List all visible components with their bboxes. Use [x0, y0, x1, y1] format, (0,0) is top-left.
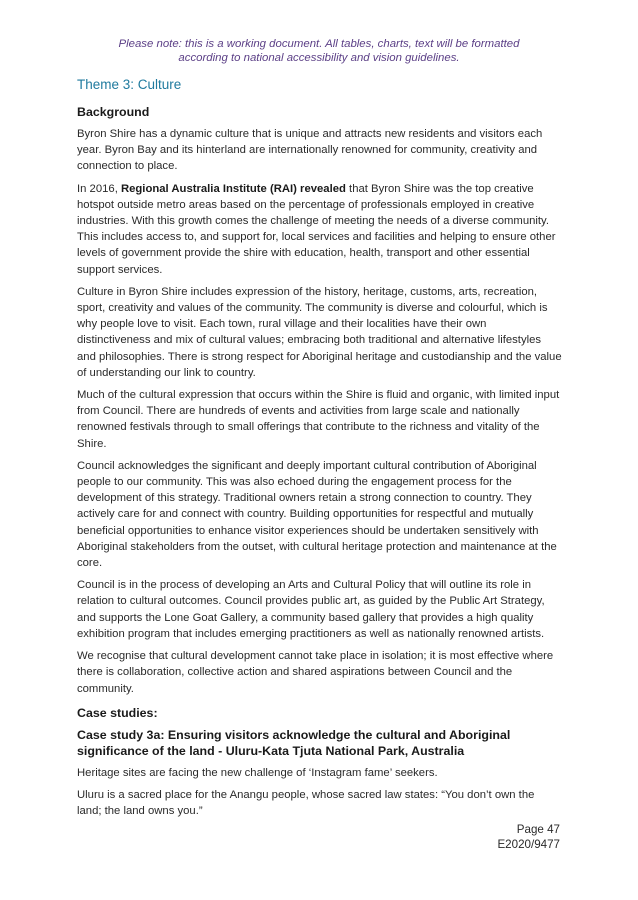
paragraph-2-pre: In 2016,	[77, 182, 121, 195]
main-content	[77, 104, 562, 825]
page-number: Page 47	[516, 823, 560, 836]
document-reference: E2020/9477	[497, 838, 560, 851]
theme-title: Theme 3: Culture	[77, 77, 182, 92]
paragraph-2	[77, 181, 562, 278]
case-study-3a-title: Case study 3a: Ensuring visitors acknowledge the cultural and Aboriginal significance of the land - Uluru-Kata Tjuta National Park, Australia	[77, 727, 511, 758]
paragraph-3: Culture in Byron Shire includes expression of the history, heritage, customs, arts, recreation, sport, creativity and values of the community. The community is diverse and colourful, which is why people love to visit. Each town, rural village and their localities have their own distinctiveness and mix of cultural values; embracing both traditional and alternative lifestyles and philosophies. There is strong respect for Aboriginal heritage and custodianship and the value of understanding our link to country.	[77, 285, 562, 379]
case-studies-heading: Case studies:	[77, 705, 158, 720]
paragraph-7: We recognise that cultural development cannot take place in isolation; it is most effective where there is collaboration, collective action and shared aspirations between Council and the community.	[77, 650, 554, 695]
page-footer	[497, 822, 560, 852]
working-document-notice	[60, 37, 578, 65]
case-paragraph-1: Heritage sites are facing the new challenge of ‘Instagram fame’ seekers.	[77, 766, 438, 779]
background-heading: Background	[77, 105, 150, 119]
paragraph-1: Byron Shire has a dynamic culture that is unique and attracts new residents and visitors each year. Byron Bay and its hinterland are internationally renowned for community, creativity and connection to place.	[77, 128, 543, 173]
paragraph-2-post: that Byron Shire was the top creative hotspot outside metro areas based on the percentage of professionals employed in creative industries. With this growth comes the challenge of meeting the needs of a diverse community. This includes access to, and support for, local services and facilities and helping to ensure other levels of government provide the shire with education, health, transport and other essential support services.	[77, 182, 556, 276]
paragraph-4: Much of the cultural expression that occurs within the Shire is fluid and organic, with limited input from Council. There are hundreds of events and activities from large scale and nationally renowned festivals through to small offerings that contribute to the richness and vitality of the Shire.	[77, 389, 560, 450]
notice-line-2: according to national accessibility and vision guidelines.	[178, 52, 460, 64]
case-paragraph-2: Uluru is a sacred place for the Anangu people, whose sacred law states: “You don’t own the land; the land owns you.”	[77, 788, 535, 818]
paragraph-5: Council acknowledges the significant and deeply important cultural contribution of Aboriginal people to our community. This was also echoed during the engagement process for the development of this strategy. Traditional owners retain a strong connection to country. They actively care for and connect with country. Building opportunities for respectful and mutually beneficial opportunities to enhance visitor experiences should be undertaken sensitively with Aboriginal stakeholders from the outset, with cultural heritage protection and maintenance at the core.	[77, 459, 557, 570]
paragraph-6: Council is in the process of developing an Arts and Cultural Policy that will outline its role in relation to cultural outcomes. Council provides public art, as guided by the Public Art Strategy, and supports the Lone Goat Gallery, a community based gallery that provides a high quality exhibition program that includes emerging practitioners as well as nationally renowned artists.	[77, 579, 545, 640]
notice-line-1: Please note: this is a working document. All tables, charts, text will be formatted	[118, 38, 520, 50]
rai-reference: Regional Australia Institute (RAI) revealed	[120, 182, 346, 195]
